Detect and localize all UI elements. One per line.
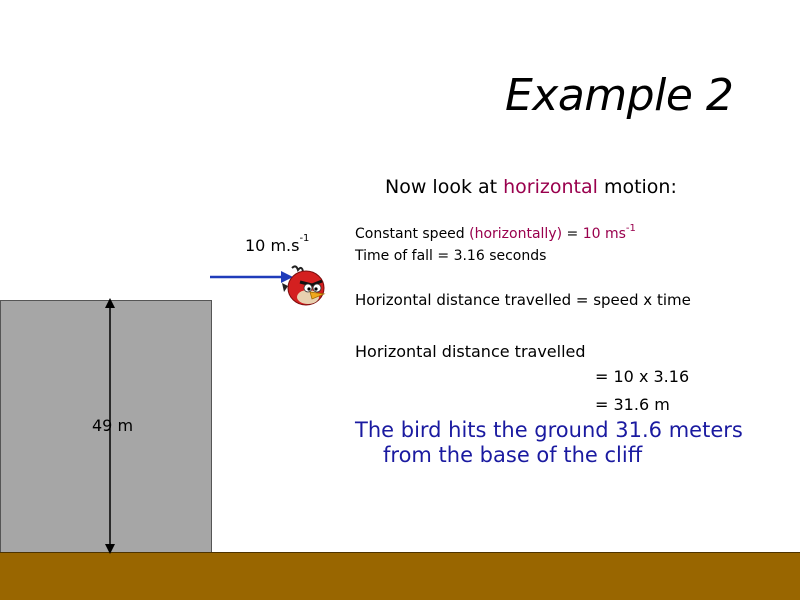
- speed-exponent: -1: [299, 233, 310, 244]
- slide-title: Example 2: [505, 70, 734, 121]
- constant-speed-line: [355, 223, 636, 242]
- time-of-fall-line: Time of fall = 3.16 seconds: [355, 248, 547, 264]
- calculation-label: Horizontal distance travelled: [355, 342, 586, 361]
- subtitle-prefix: Now look at: [385, 176, 504, 198]
- ground: [0, 552, 800, 600]
- conclusion-text: [355, 418, 775, 468]
- constant-speed-prefix: Constant speed: [355, 226, 470, 242]
- subtitle-highlight: horizontal: [503, 176, 598, 198]
- red-bird-icon: [282, 262, 330, 308]
- speed-value: 10 m.s: [245, 236, 300, 255]
- speed-label: [245, 233, 310, 255]
- distance-formula-line: Horizontal distance travelled = speed x time: [355, 291, 691, 309]
- constant-speed-highlight: (horizontally): [469, 226, 563, 242]
- constant-speed-exponent: -1: [625, 223, 636, 234]
- constant-speed-eq: =: [562, 226, 583, 242]
- calculation-step-2: = 31.6 m: [595, 395, 670, 414]
- calculation-step-1: = 10 x 3.16: [595, 367, 690, 386]
- subtitle: [385, 176, 677, 198]
- cliff-height-label: 49 m: [92, 416, 134, 435]
- constant-speed-value: 10 ms: [582, 226, 626, 242]
- conclusion-line-2: from the base of the cliff: [383, 443, 643, 467]
- subtitle-suffix: motion:: [597, 176, 677, 198]
- conclusion-line-1: The bird hits the ground 31.6 meters: [355, 418, 743, 442]
